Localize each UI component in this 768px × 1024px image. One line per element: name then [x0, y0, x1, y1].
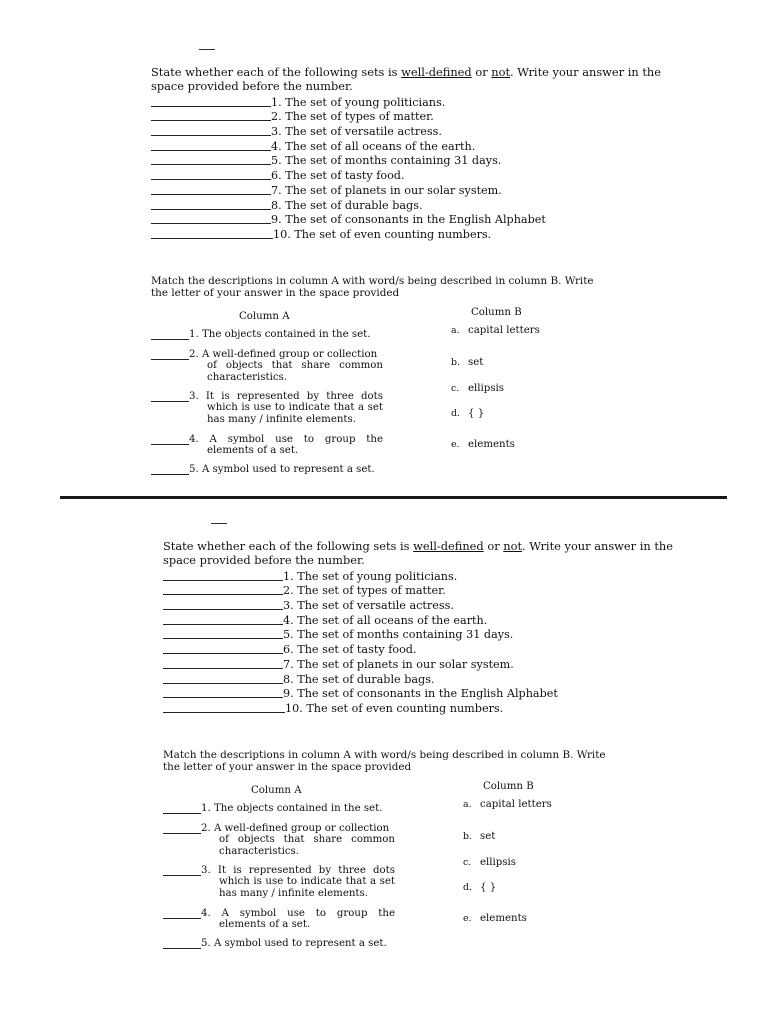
answer-blank[interactable]	[151, 125, 271, 136]
answer-blank[interactable]	[151, 350, 189, 360]
column-a-item: 2. A well-defined group or collection of objects that share common characteristics.	[151, 349, 383, 383]
answer-blank[interactable]	[163, 599, 283, 610]
column-b-item: d. { }	[463, 881, 497, 893]
list-item: 5. The set of months containing 31 days.	[151, 153, 671, 168]
column-a-item: 3. It is represented by three dots which is use to indicate that a set has many / infinite elements.	[151, 391, 383, 425]
list-item: 8. The set of durable bags.	[163, 671, 683, 686]
column-a-item: 2. A well-defined group or collection of objects that share common characteristics.	[163, 823, 395, 857]
answer-blank[interactable]	[163, 866, 201, 876]
answer-blank[interactable]	[151, 110, 271, 121]
column-a-item: 5. A symbol used to represent a set.	[151, 464, 383, 475]
answer-blank[interactable]	[163, 804, 201, 814]
column-b-item: a. capital letters	[451, 324, 540, 336]
answer-blank[interactable]	[163, 702, 285, 713]
column-b-item: e. elements	[451, 438, 515, 450]
answer-blank[interactable]	[163, 673, 283, 684]
cut-line-divider	[60, 496, 727, 499]
scribble-mark	[199, 49, 215, 50]
answer-blank[interactable]	[163, 824, 201, 834]
part2-instruction: Match the descriptions in column A with word/s being described in column B. Write the letter of your answer in the space provided	[151, 274, 594, 300]
answer-blank[interactable]	[163, 570, 283, 581]
part1-instruction: State whether each of the following sets is well-defined or not. Write your answer in the space provided before the number.	[163, 539, 673, 567]
column-a-item: 4. A symbol use to group the elements of a set.	[151, 434, 383, 457]
answer-blank[interactable]	[163, 628, 283, 639]
answer-blank[interactable]	[163, 658, 283, 669]
list-item: 9. The set of consonants in the English Alphabet	[151, 212, 671, 227]
matching-section	[163, 749, 683, 959]
column-b-title: Column B	[471, 306, 522, 318]
column-a-item: 1. The objects contained in the set.	[151, 329, 383, 340]
column-b-item: b. set	[463, 830, 496, 842]
list-item: 1. The set of young politicians.	[151, 94, 671, 109]
worksheet-copy-top	[151, 52, 671, 485]
worksheet-copy-bottom	[163, 526, 683, 959]
column-b-item: d. { }	[451, 407, 485, 419]
column-a-item: 4. A symbol use to group the elements of a set.	[163, 908, 395, 931]
answer-blank[interactable]	[151, 199, 271, 210]
answer-blank[interactable]	[151, 154, 271, 165]
column-b-item: b. set	[451, 356, 484, 368]
answer-blank[interactable]	[163, 939, 201, 949]
list-item: 8. The set of durable bags.	[151, 197, 671, 212]
part2-instruction: Match the descriptions in column A with word/s being described in column B. Write the letter of your answer in the space provided	[163, 748, 606, 774]
column-a-title: Column A	[239, 310, 290, 322]
column-b-item: a. capital letters	[463, 798, 552, 810]
column-a-item: 1. The objects contained in the set.	[163, 803, 395, 814]
list-item: 5. The set of months containing 31 days.	[163, 627, 683, 642]
answer-blank[interactable]	[151, 140, 271, 151]
answer-blank[interactable]	[163, 687, 283, 698]
list-item: 10. The set of even counting numbers.	[151, 226, 671, 241]
column-b-item: c. ellipsis	[463, 856, 517, 868]
answer-blank[interactable]	[163, 614, 283, 625]
list-item: 2. The set of types of matter.	[163, 583, 683, 598]
answer-blank[interactable]	[151, 96, 271, 107]
list-item: 4. The set of all oceans of the earth.	[163, 612, 683, 627]
list-item: 3. The set of versatile actress.	[151, 123, 671, 138]
answer-blank[interactable]	[151, 392, 189, 402]
list-item: 7. The set of planets in our solar system.	[151, 182, 671, 197]
answer-blank[interactable]	[163, 643, 283, 654]
list-item: 7. The set of planets in our solar system.	[163, 656, 683, 671]
answer-blank[interactable]	[151, 184, 271, 195]
answer-blank[interactable]	[163, 584, 283, 595]
matching-section	[151, 275, 671, 485]
column-b-item: c. ellipsis	[451, 382, 505, 394]
list-item: 9. The set of consonants in the English Alphabet	[163, 686, 683, 701]
part1-items	[163, 568, 683, 715]
list-item: 4. The set of all oceans of the earth.	[151, 138, 671, 153]
answer-blank[interactable]	[151, 330, 189, 340]
answer-blank[interactable]	[151, 169, 271, 180]
list-item: 10. The set of even counting numbers.	[163, 700, 683, 715]
answer-blank[interactable]	[151, 435, 189, 445]
part1-items	[151, 94, 671, 241]
column-b-title: Column B	[483, 780, 534, 792]
column-a-item: 3. It is represented by three dots which is use to indicate that a set has many / infinite elements.	[163, 865, 395, 899]
answer-blank[interactable]	[163, 909, 201, 919]
column-a-title: Column A	[251, 784, 302, 796]
list-item: 2. The set of types of matter.	[151, 109, 671, 124]
list-item: 1. The set of young politicians.	[163, 568, 683, 583]
answer-blank[interactable]	[151, 228, 273, 239]
list-item: 6. The set of tasty food.	[151, 167, 671, 182]
list-item: 3. The set of versatile actress.	[163, 597, 683, 612]
column-a-item: 5. A symbol used to represent a set.	[163, 938, 395, 949]
answer-blank[interactable]	[151, 465, 189, 475]
answer-blank[interactable]	[151, 213, 271, 224]
column-b-item: e. elements	[463, 912, 527, 924]
list-item: 6. The set of tasty food.	[163, 641, 683, 656]
scribble-mark	[211, 523, 227, 524]
part1-instruction: State whether each of the following sets is well-defined or not. Write your answer in the space provided before the number.	[151, 65, 661, 93]
